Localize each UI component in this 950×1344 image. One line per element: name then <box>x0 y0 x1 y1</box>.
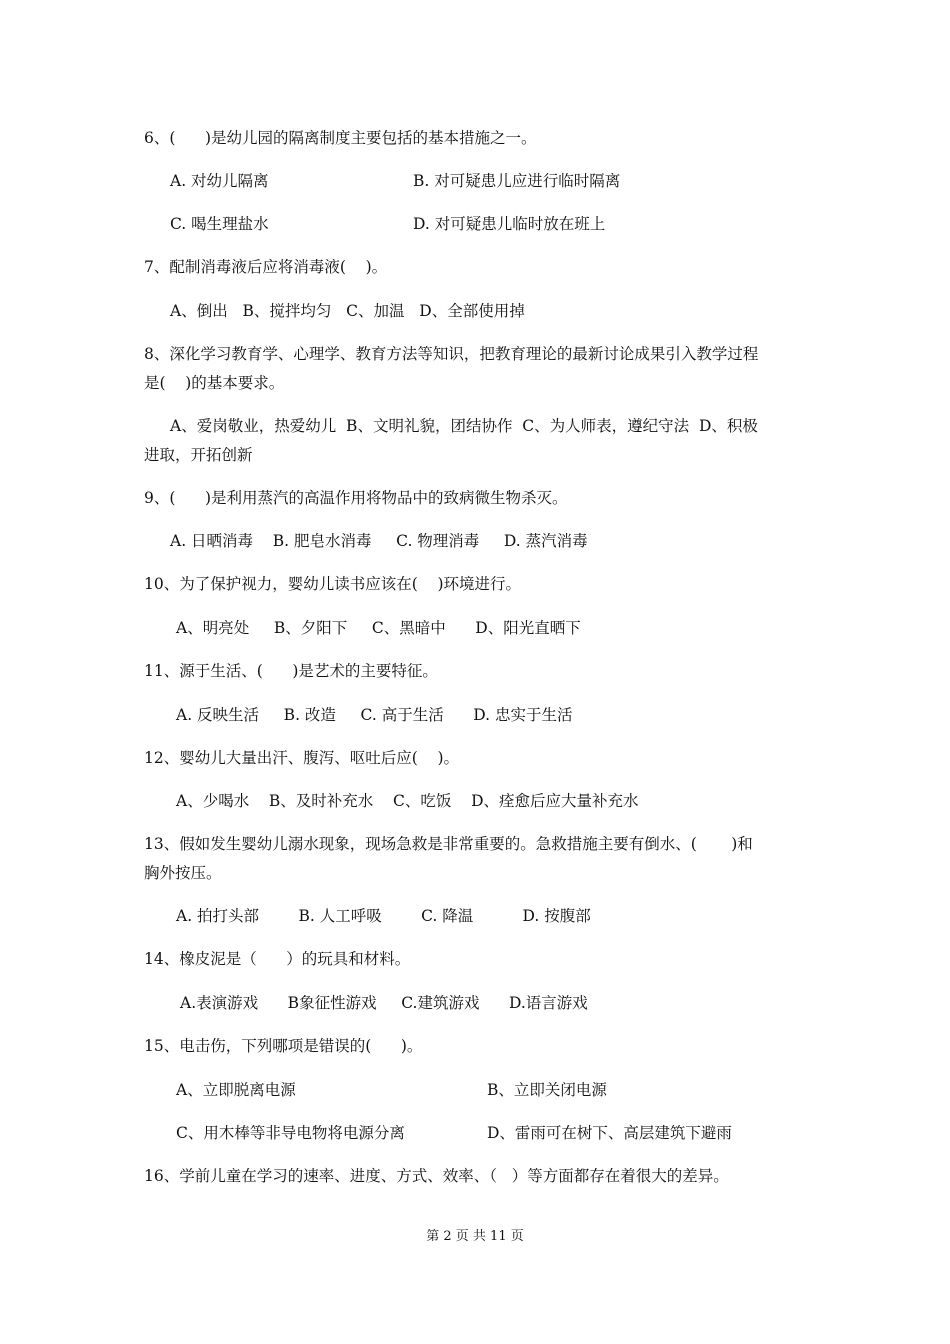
question-8-stem-line-1: 8、深化学习教育学、心理学、教育方法等知识，把教育理论的最新讨论成果引入教学过程 <box>144 345 759 363</box>
question-7-stem: 7、配制消毒液后应将消毒液( )。 <box>144 258 388 276</box>
question-13-options: A. 拍打头部 B. 人工呼吸 C. 降温 D. 按腹部 <box>176 907 591 925</box>
question-6-option-b: B. 对可疑患儿应进行临时隔离 <box>413 172 621 190</box>
question-6-option-a: A. 对幼儿隔离 <box>170 172 269 190</box>
question-11-stem: 11、源于生活、( )是艺术的主要特征。 <box>144 662 438 680</box>
question-14-stem: 14、橡皮泥是（ ）的玩具和材料。 <box>144 950 411 968</box>
question-15-option-b: B、立即关闭电源 <box>487 1081 607 1099</box>
question-8-options-line-1: A、爱岗敬业，热爱幼儿 B、文明礼貌，团结协作 C、为人师表，遵纪守法 D、积极 <box>170 417 758 435</box>
question-12-stem: 12、婴幼儿大量出汗、腹泻、呕吐后应( )。 <box>144 749 460 767</box>
question-9-stem: 9、( )是利用蒸汽的高温作用将物品中的致病微生物杀灭。 <box>144 489 568 507</box>
question-16-stem: 16、学前儿童在学习的速率、进度、方式、效率、（ ）等方面都存在着很大的差异。 <box>144 1167 729 1185</box>
question-8-options-line-2: 进取，开拓创新 <box>144 446 253 464</box>
question-10-options: A、明亮处 B、夕阳下 C、黑暗中 D、阳光直晒下 <box>176 619 581 637</box>
question-15-option-d: D、雷雨可在树下、高层建筑下避雨 <box>487 1124 732 1142</box>
question-7-options: A、倒出 B、搅拌均匀 C、加温 D、全部使用掉 <box>170 302 525 320</box>
question-15-option-c: C、用木棒等非导电物将电源分离 <box>176 1124 405 1142</box>
question-15-option-a: A、立即脱离电源 <box>176 1081 296 1099</box>
question-14-options: A.表演游戏 B象征性游戏 C.建筑游戏 D.语言游戏 <box>180 994 588 1012</box>
question-15-stem: 15、电击伤，下列哪项是错误的( )。 <box>144 1037 423 1055</box>
question-8-stem-line-2: 是( )的基本要求。 <box>144 374 285 392</box>
question-6-stem: 6、( )是幼儿园的隔离制度主要包括的基本措施之一。 <box>144 129 537 147</box>
question-6-option-d: D. 对可疑患儿临时放在班上 <box>413 215 606 233</box>
question-6-option-c: C. 喝生理盐水 <box>170 215 269 233</box>
page-number-footer: 第 2 页 共 11 页 <box>426 1229 524 1244</box>
question-10-stem: 10、为了保护视力，婴幼儿读书应该在( )环境进行。 <box>144 575 522 593</box>
question-11-options: A. 反映生活 B. 改造 C. 高于生活 D. 忠实于生活 <box>176 706 573 724</box>
question-12-options: A、少喝水 B、及时补充水 C、吃饭 D、痊愈后应大量补充水 <box>176 792 639 810</box>
question-13-stem-line-1: 13、假如发生婴幼儿溺水现象，现场急救是非常重要的。急救措施主要有倒水、( )和 <box>144 835 753 853</box>
question-9-options: A. 日晒消毒 B. 肥皂水消毒 C. 物理消毒 D. 蒸汽消毒 <box>170 532 588 550</box>
question-13-stem-line-2: 胸外按压。 <box>144 864 222 882</box>
